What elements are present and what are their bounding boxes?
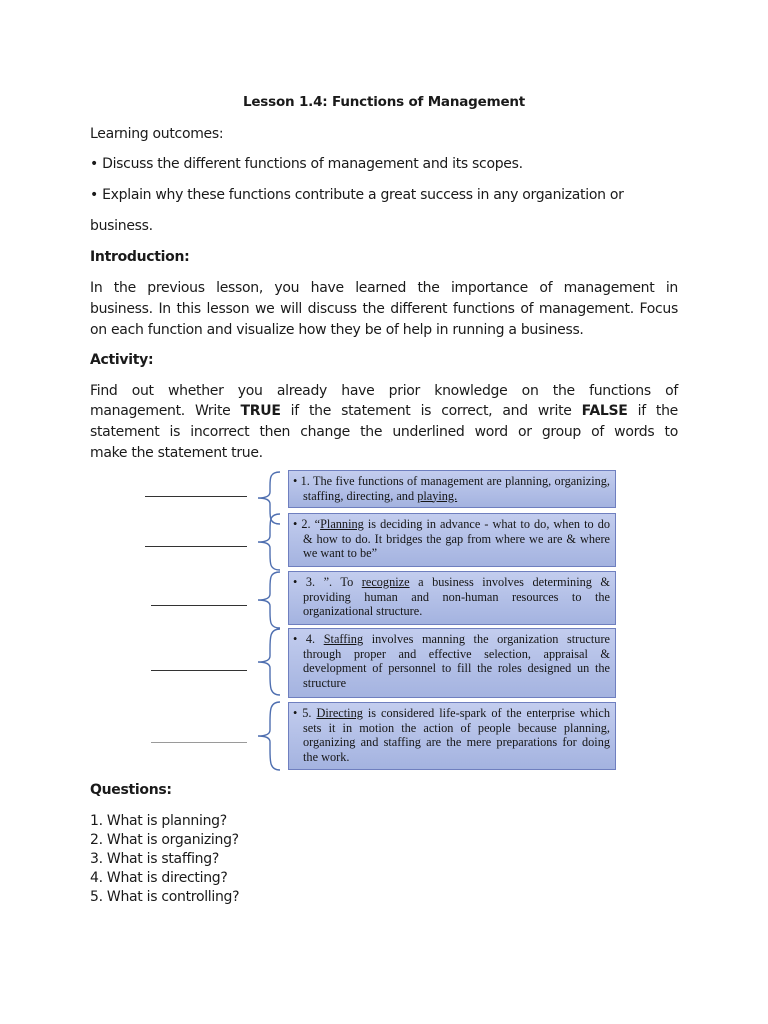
introduction-line: business. In this lesson we will discuss the different functions of management. Focus (90, 301, 678, 317)
statement-box-4 (288, 628, 616, 698)
statement-text: • 5. (293, 706, 317, 720)
statement-text: • 4. (293, 632, 324, 646)
activity-heading: Activity: (90, 352, 154, 368)
underlined-term: recognize (361, 575, 410, 589)
outcome-item: • Discuss the different functions of management and its scopes. (90, 156, 523, 172)
curly-brace-icon (254, 512, 284, 572)
statement-box-2 (288, 513, 616, 567)
answer-blank-5[interactable] (151, 742, 247, 743)
introduction-line: on each function and visualize how they be of help in running a business. (90, 322, 584, 338)
underlined-term: Directing (316, 706, 363, 720)
statement-text: is deciding in advance - what to do, when to do & how to do. It bridges the gap from where we are & where we want to be” (303, 517, 610, 560)
statement-text: involves manning the organization structure through proper and effective selection, appraisal & development of personnel to fill the roles designed un the structure (303, 632, 610, 690)
answer-blank-4[interactable] (151, 670, 247, 671)
activity-instruction-line: make the statement true. (90, 445, 263, 461)
underlined-term: Planning (320, 517, 364, 531)
underlined-term: Staffing (323, 632, 364, 646)
underlined-term: playing. (417, 488, 458, 503)
curly-brace-icon (254, 627, 284, 697)
curly-brace-icon (254, 570, 284, 630)
outcome-item-continued: business. (90, 218, 153, 234)
statement-text: • 3. ”. To (293, 575, 362, 589)
statement-box-1 (288, 470, 616, 508)
instruction-text: if the statement is correct, and write (280, 403, 582, 419)
question-item: 4. What is directing? (90, 870, 228, 886)
learning-outcomes-heading: Learning outcomes: (90, 126, 224, 142)
statement-text: a business involves determining & providing human and non-human resources to the organizational structure. (303, 575, 610, 618)
true-keyword: TRUE (240, 403, 281, 419)
statement-box-5 (288, 702, 616, 770)
question-item: 1. What is planning? (90, 813, 227, 829)
questions-heading: Questions: (90, 782, 172, 798)
introduction-heading: Introduction: (90, 249, 190, 265)
curly-brace-icon (254, 700, 284, 772)
question-item: 3. What is staffing? (90, 851, 219, 867)
activity-instruction-line: statement is incorrect then change the underlined word or group of words to (90, 424, 678, 440)
statement-text: • 1. The five functions of management are planning, organizing, staffing, directing, and (293, 474, 610, 503)
statement-text: • 2. “ (293, 517, 321, 531)
statement-box-3 (288, 571, 616, 625)
instruction-text: if the (627, 403, 678, 419)
answer-blank-2[interactable] (145, 546, 247, 547)
lesson-title: Lesson 1.4: Functions of Management (242, 94, 526, 110)
question-item: 5. What is controlling? (90, 889, 240, 905)
introduction-line: In the previous lesson, you have learned the importance of management in (90, 280, 678, 296)
false-keyword: FALSE (581, 403, 628, 419)
statement-text: is considered life-spark of the enterprise which sets it in motion the action of people because planning, organizing and staffing are the mere preparations for doing the work. (303, 706, 610, 764)
activity-instruction-line: Find out whether you already have prior knowledge on the functions of (90, 383, 678, 399)
answer-blank-1[interactable] (145, 496, 247, 497)
instruction-text: management. Write (90, 403, 241, 419)
answer-blank-3[interactable] (151, 605, 247, 606)
question-item: 2. What is organizing? (90, 832, 239, 848)
outcome-item: • Explain why these functions contribute a great success in any organization or (90, 187, 624, 203)
